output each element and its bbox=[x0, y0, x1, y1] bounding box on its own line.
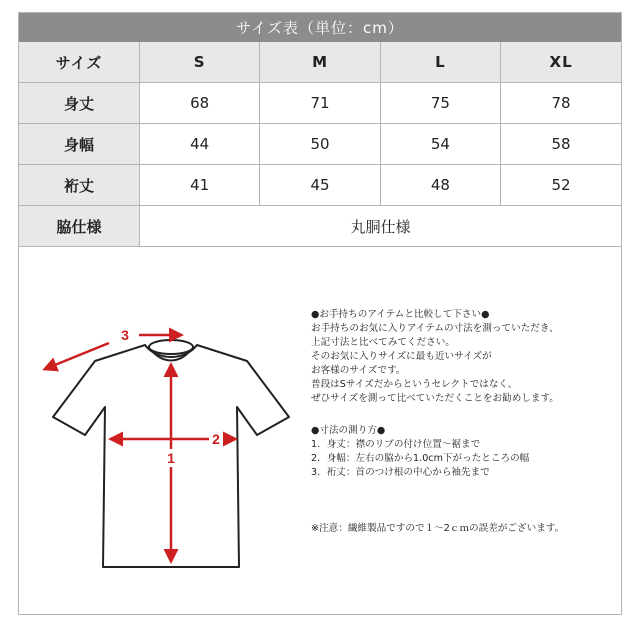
size-header-row bbox=[19, 42, 621, 83]
row-label-width: 身幅 bbox=[19, 124, 140, 165]
caution-note: ※注意：繊維製品ですので１～2ｃｍの誤差がございます。 bbox=[311, 523, 565, 534]
header-cell-m: M bbox=[260, 42, 380, 83]
table-cell: 78 bbox=[501, 83, 621, 124]
measure-line: 2．身幅：左右の脇から1.0cm下がったところの幅 bbox=[311, 453, 530, 464]
table-cell: 52 bbox=[501, 165, 621, 206]
table-cell: 50 bbox=[260, 124, 380, 165]
compare-line: お手持ちのお気に入りアイテムの寸法を測っていただき、 bbox=[311, 323, 559, 334]
table-cell: 44 bbox=[140, 124, 260, 165]
measure-heading: ●寸法の測り方● bbox=[311, 425, 386, 436]
header-cell-l: L bbox=[380, 42, 500, 83]
table-row bbox=[19, 165, 621, 206]
measure-line: 1．身丈：襟のリブの付け位置～裾まで bbox=[311, 439, 481, 450]
table-cell: 54 bbox=[380, 124, 500, 165]
length-label: 1 bbox=[167, 450, 175, 466]
tshirt-diagram bbox=[25, 305, 315, 585]
table-row-side bbox=[19, 206, 621, 247]
compare-line: ぜひサイズを測って比べていただくことをお勧めします。 bbox=[311, 393, 559, 404]
measure-line: 3．裄丈：首のつけ根の中心から袖先まで bbox=[311, 467, 490, 478]
header-cell-xl: XL bbox=[501, 42, 621, 83]
row-label-side: 脇仕様 bbox=[19, 206, 140, 247]
collar-opening bbox=[149, 340, 193, 354]
table-cell: 45 bbox=[260, 165, 380, 206]
side-spec-value: 丸胴仕様 bbox=[140, 206, 622, 247]
compare-line: 普段はSサイズだからというセレクトではなく、 bbox=[311, 379, 518, 390]
table-cell: 48 bbox=[380, 165, 500, 206]
table-cell: 58 bbox=[501, 124, 621, 165]
header-cell-s: S bbox=[140, 42, 260, 83]
size-chart-sheet bbox=[18, 12, 622, 615]
row-label-length: 身丈 bbox=[19, 83, 140, 124]
size-table bbox=[19, 42, 621, 247]
table-cell: 75 bbox=[380, 83, 500, 124]
size-chart-title: サイズ表（単位：cm） bbox=[19, 13, 621, 42]
table-row bbox=[19, 83, 621, 124]
compare-line: 上記寸法と比べてみてください。 bbox=[311, 337, 455, 348]
notes-panel bbox=[311, 308, 621, 536]
width-label: 2 bbox=[212, 431, 220, 447]
compare-line: そのお気に入りサイズに最も近いサイズが bbox=[311, 351, 492, 362]
sleeve-label: 3 bbox=[121, 327, 129, 343]
table-cell: 41 bbox=[140, 165, 260, 206]
row-label-sleeve: 裄丈 bbox=[19, 165, 140, 206]
header-cell-label: サイズ bbox=[19, 42, 140, 83]
table-cell: 68 bbox=[140, 83, 260, 124]
compare-heading: ●お手持ちのアイテムと比較して下さい● bbox=[311, 309, 490, 320]
table-cell: 71 bbox=[260, 83, 380, 124]
table-row bbox=[19, 124, 621, 165]
compare-line: お客様のサイズです。 bbox=[311, 365, 406, 376]
